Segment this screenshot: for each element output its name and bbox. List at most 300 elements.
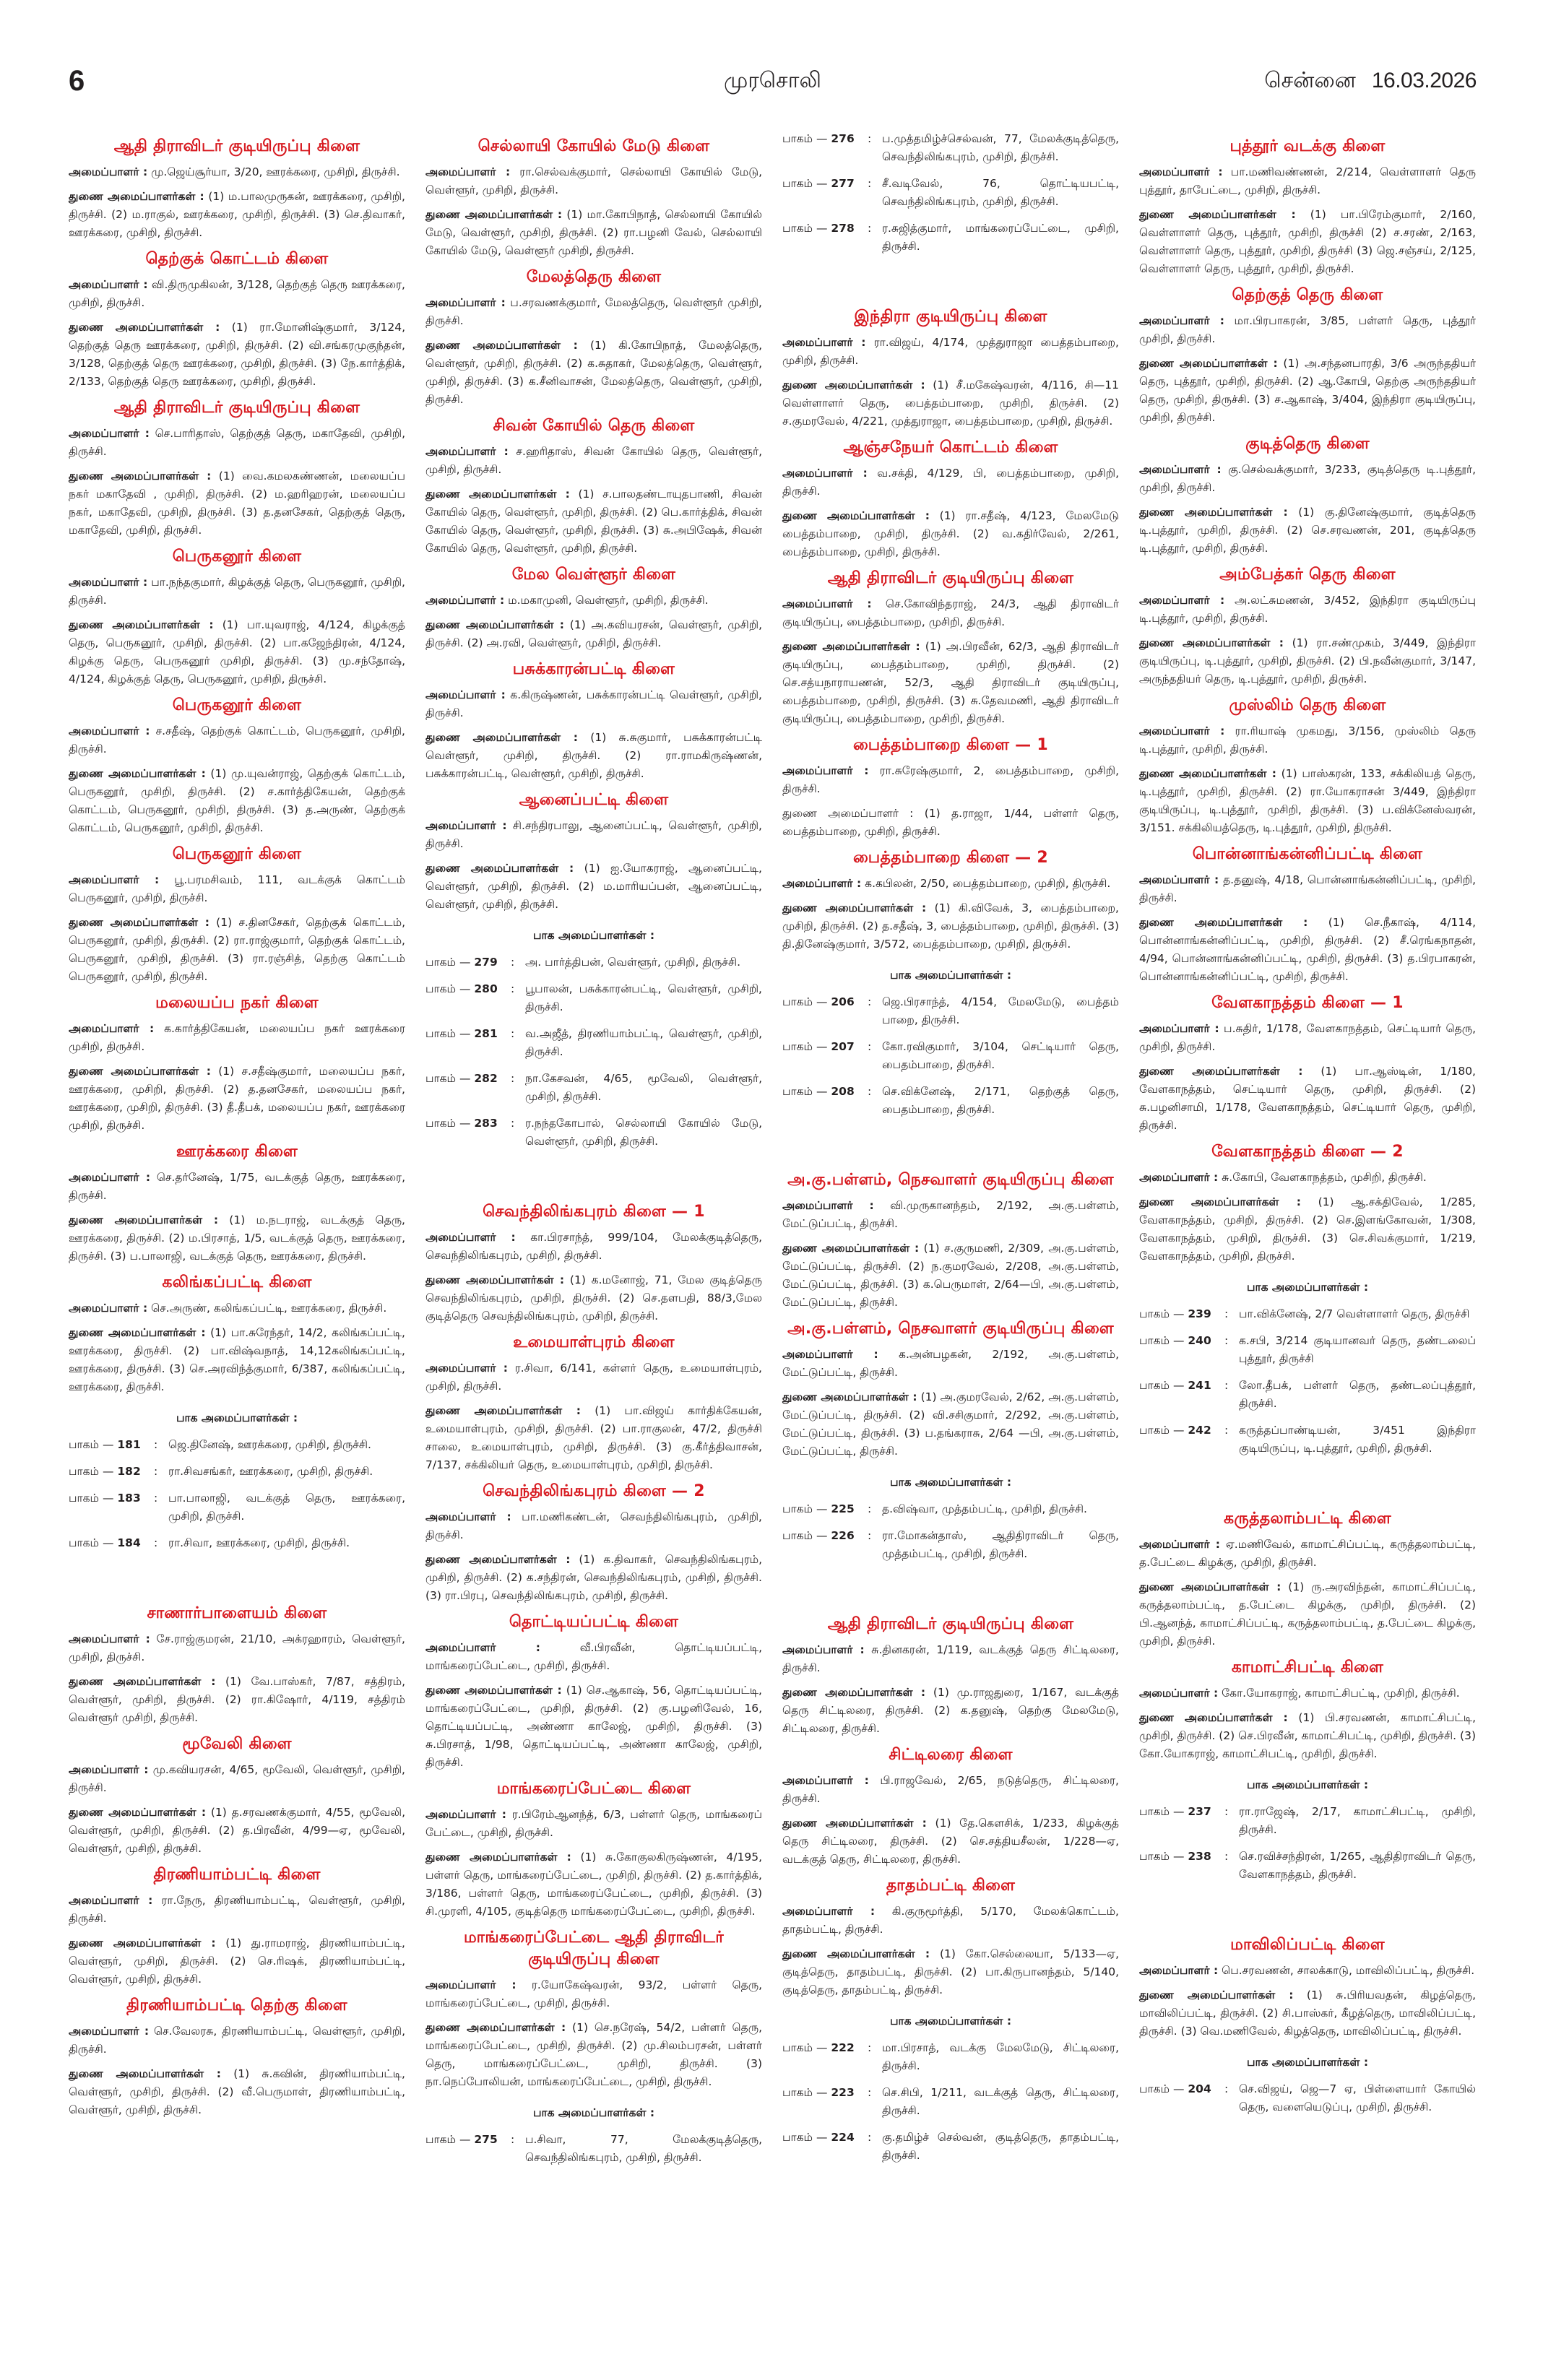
organizer-label: அமைப்பாளர் :	[782, 764, 869, 777]
branch-section	[782, 1744, 1119, 1869]
organizer-line	[782, 1903, 1119, 1939]
deputies-names: (1) ஆ.சக்திவேல், 1/285, வேளகாநத்தம், முசிறி, திருச்சி. (2) செ.இளங்கோவன், 1/308, வேளகாநத்தம், முசிறி, திருச்சி. (3) செ.சிவக்குமார், 1/219, வேளகாநத்தம், முசிறி, திருச்சி.	[1139, 1195, 1476, 1263]
deputies-line	[69, 1934, 405, 1989]
organizer-label: அமைப்பாளர் :	[1139, 1964, 1219, 1977]
deputies-label: துணை அமைப்பாளர்கள் :	[425, 1273, 565, 1286]
organizer-name: த.தனுஷ், 4/18, பொன்னாங்கன்னிப்பட்டி, முசிறி, திருச்சி.	[1139, 873, 1477, 904]
organizer-line	[1139, 1962, 1476, 1980]
organizer-name: ச.சதீஷ், தெற்குக் கொட்டம், பெருகனூர், முசிறி, திருச்சி.	[69, 724, 405, 756]
branch-title: ஆதி திராவிடர் குடியிருப்பு கிளை	[113, 137, 360, 155]
branch-title: முஸ்லிம் தெரு கிளை	[1229, 696, 1386, 714]
branch-section	[69, 1734, 405, 1858]
booth-organizers-heading: பாக அமைப்பாளர்கள் :	[176, 1411, 298, 1424]
deputies-names: (1) அ.பிரவீன், 62/3, ஆதி திராவிடர் குடியிருப்பு, பைத்தம்பாறை, முசிறி, திருச்சி. (2) செ.சத்யநாராயணன், 52/3, ஆதி திராவிடர் குடியிருப்பு, பைத்தம்பாறை, முசிறி, திருச்சி. (3) சு.தேவமணி, ஆதி திராவிடர் குடியிருப்பு, பைத்தம்பாறை, முசிறி, திருச்சி.	[782, 640, 1119, 725]
deputies-names: (1) வை.கமலகண்ணன், மலையப்ப நகர் மகாதேவி , முசிறி, திருச்சி. (2) ம.ஹரிஹரன், மலையப்ப நகர், மகாதேவி, முசிறி, திருச்சி. (3) த.தனசேகர், தெற்குத் தெரு, மகாதேவி, முசிறி, திருச்சி.	[69, 469, 405, 537]
booth-organizers	[1139, 1278, 1476, 1458]
booth-row	[782, 1083, 1119, 1119]
booth-number	[69, 1534, 154, 1552]
branch-section	[1139, 1657, 1476, 1763]
deputies-label: துணை அமைப்பாளர்கள் :	[69, 469, 212, 483]
branch-title: அ.கு.பள்ளம், நெசவாளர் குடியிருப்பு கிளை	[787, 1171, 1114, 1189]
organizer-name: வி.முருகானந்தம், 2/192, அ.கு.பள்ளம், மேட்டுப்பட்டி, திருச்சி.	[782, 1199, 1119, 1230]
booth-colon: :	[868, 1529, 872, 1542]
organizer-line	[425, 1229, 762, 1265]
branch-title: மாங்கரைப்பேட்டை கிளை	[496, 1780, 691, 1798]
organizer-label: அமைப்பாளர் :	[69, 576, 148, 589]
booth-number	[425, 2131, 511, 2167]
booth-no: 279	[474, 956, 498, 969]
booth-organizer: க.சபி, 3/214 குடியானவர் தெரு, தண்டலைப் புத்தூர், திருச்சி	[1239, 1334, 1476, 1365]
branch-title: மலையப்ப நகர் கிளை	[155, 994, 319, 1012]
organizer-name: ஏ.மணிவேல், காமாட்சிப்பட்டி, கருத்தலாம்பட்டி, த.பேட்டை கிழக்கு, முசிறி, திருச்சி.	[1139, 1538, 1476, 1569]
deputies-line	[782, 899, 1119, 953]
organizer-line	[69, 871, 405, 907]
booth-colon: :	[1224, 1850, 1229, 1863]
organizer-label: அமைப்பாளர் :	[69, 278, 148, 291]
booth-organizers-heading: பாக அமைப்பாளர்கள் :	[532, 929, 655, 942]
booth-row	[69, 1463, 405, 1481]
branch-section	[782, 437, 1119, 561]
city: சென்னை	[1264, 68, 1356, 93]
deputies-line	[69, 616, 405, 688]
deputies-line	[425, 1271, 762, 1325]
organizer-name: கி.குருமூர்த்தி, 5/170, மேலக்கொட்டம், தாதம்பட்டி, திருச்சி.	[782, 1905, 1119, 1936]
deputies-label: துணை அமைப்பாளர்கள் :	[1139, 1989, 1294, 2002]
deputies-label: துணை அமைப்பாளர்கள் :	[1139, 1580, 1281, 1593]
deputies-label: துணை அமைப்பாளர்கள் :	[69, 2067, 221, 2080]
booth-organizer: மா.பிரசாத், வடக்கு மேலமேடு, சிட்டிலரை, திருச்சி.	[882, 2041, 1119, 2072]
booth-prefix: பாகம் —	[782, 2041, 828, 2054]
deputies-line	[1139, 1063, 1476, 1135]
booth-organizers-heading: பாக அமைப்பாளர்கள் :	[1246, 2056, 1369, 2069]
branch-title: ஆதி திராவிடர் குடியிருப்பு கிளை	[827, 1615, 1074, 1633]
branch-section	[425, 415, 762, 558]
deputies-names: (1) கோ.செல்லையா, 5/133—ஏ, குடித்தெரு, தாதம்பட்டி, திருச்சி. (2) பா.கிருபானந்தம், 5/140, குடித்தெரு, தாதம்பட்டி, திருச்சி.	[782, 1947, 1120, 1996]
booth-colon: :	[511, 1072, 515, 1085]
booth-number	[782, 175, 868, 211]
branch-section	[425, 267, 762, 409]
booth-no: 275	[474, 2133, 498, 2146]
organizer-name: செ.தர்னேஷ், 1/75, வடக்குத் தெரு, ஊரக்கரை, திருச்சி.	[69, 1171, 405, 1202]
deputies-line	[69, 467, 405, 540]
booth-colon: :	[511, 1027, 515, 1040]
deputies-names: (1) த.ராஜா, 1/44, பள்ளர் தெரு, பைத்தம்பாறை, முசிறி, திருச்சி.	[782, 807, 1119, 838]
booth-colon: :	[1224, 1334, 1229, 1347]
booth-prefix: பாகம் —	[782, 222, 828, 235]
booth-organizer: ரா.சிவா, ஊரக்கரை, முசிறி, திருச்சி.	[168, 1536, 350, 1549]
organizer-line	[782, 1641, 1119, 1677]
branch-title: வேளகாநத்தம் கிளை — 2	[1211, 1143, 1404, 1161]
booth-prefix: பாகம் —	[782, 1085, 828, 1098]
booth-number	[425, 1025, 511, 1061]
deputies-line	[69, 765, 405, 837]
booth-prefix: பாகம் —	[782, 2086, 828, 2099]
deputies-line	[69, 1804, 405, 1858]
booth-colon: :	[1224, 2082, 1229, 2095]
booth-colon: :	[154, 1492, 158, 1505]
organizer-label: அமைப்பாளர் :	[1139, 724, 1225, 737]
deputies-line	[782, 376, 1119, 430]
organizer-name: பூ.பரமசிவம், 111, வடக்குக் கொட்டம் பெருகனூர், முசிறி, திருச்சி.	[69, 873, 406, 904]
branch-section	[69, 136, 405, 242]
booth-colon: :	[868, 1502, 872, 1515]
branch-section	[1139, 433, 1476, 558]
branch-section	[425, 1778, 762, 1921]
deputies-label: துணை அமைப்பாளர்கள் :	[69, 1065, 211, 1078]
booth-colon: :	[868, 1040, 872, 1053]
deputies-names: (1) கு.தினேஷ்குமார், குடித்தெரு டி.புத்தூர், முசிறி, திருச்சி. (2) செ.சரவணன், 201, குடித்தெரு டி.புத்தூர், முசிறி, திருச்சி.	[1139, 506, 1476, 555]
branch-section	[69, 844, 405, 986]
deputies-label: துணை அமைப்பாளர்கள் :	[425, 2021, 566, 2034]
organizer-line	[782, 762, 1119, 798]
booth-prefix: பாகம் —	[782, 1502, 828, 1515]
organizer-label: அமைப்பாளர் :	[782, 467, 868, 480]
deputies-line	[69, 1063, 405, 1135]
booth-row	[1139, 1305, 1476, 1323]
booth-prefix: பாகம் —	[425, 1072, 471, 1085]
booth-prefix: பாகம் —	[1139, 1424, 1185, 1437]
organizer-line	[1139, 461, 1476, 497]
booth-number	[69, 1489, 154, 1526]
organizer-label: அமைப்பாளர் :	[69, 724, 150, 737]
organizer-line	[69, 1892, 405, 1928]
organizer-label: அமைப்பாளர் :	[782, 1905, 876, 1918]
booth-row	[1139, 1803, 1476, 1839]
deputies-label: துணை அமைப்பாளர்கள் :	[1139, 1711, 1288, 1724]
organizer-line	[425, 1976, 762, 2012]
booth-organizer: கருத்தப்பாண்டியன், 3/451 இந்திரா குடியிருப்பு, டி.புத்தூர், முசிறி, திருச்சி.	[1239, 1424, 1476, 1455]
organizer-name: ர.சிவா, 6/141, கள்ளர் தெரு, உமையாள்புரம், முசிறி, திருச்சி.	[425, 1362, 762, 1393]
booth-prefix: பாகம் —	[425, 1117, 471, 1130]
booth-colon: :	[1224, 1805, 1229, 1818]
organizer-label: அமைப்பாளர் :	[425, 1978, 517, 1991]
column	[1139, 130, 1476, 2176]
organizer-line	[69, 722, 405, 758]
booth-colon: :	[154, 1465, 158, 1478]
branch-title: பொன்னாங்கன்னிப்பட்டி கிளை	[1192, 845, 1423, 863]
deputies-label: துணை அமைப்பாளர்கள் :	[69, 916, 209, 929]
organizer-line	[1139, 722, 1476, 758]
booth-colon: :	[1224, 1424, 1229, 1437]
deputies-line	[425, 1551, 762, 1605]
deputies-label: துணை அமைப்பாளர்கள் :	[425, 1851, 571, 1864]
deputies-line	[425, 860, 762, 914]
deputies-line	[1139, 1193, 1476, 1265]
organizer-label: அமைப்பாளர் :	[69, 1022, 155, 1035]
organizer-line	[425, 817, 762, 853]
organizer-label: அமைப்பாளர் :	[782, 1199, 874, 1212]
booth-prefix: பாகம் —	[1139, 1307, 1185, 1320]
branch-section	[782, 1875, 1119, 1999]
organizer-line	[69, 425, 405, 461]
organizer-label: அமைப்பாளர் :	[782, 1643, 865, 1656]
branch-title: சாணார்பாளையம் கிளை	[147, 1604, 327, 1622]
deputies-label: துணை அமைப்பாளர்கள் :	[782, 1390, 917, 1403]
issue-date: 16.03.2026	[1371, 69, 1477, 92]
organizer-name: பெ.சரவணன், சாலக்காடு, மாவிலிப்பட்டி, திருச்சி.	[1222, 1964, 1475, 1977]
branch-section	[69, 1603, 405, 1727]
deputies-names: (1) சு.கவின், திரணியாம்பட்டி, வெள்ளூர், முசிறி, திருச்சி. (2) வீ.பெருமாள், திரணியாம்பட்டி, வெள்ளூர், முசிறி, திருச்சி.	[69, 2067, 405, 2116]
deputies-line	[782, 805, 1119, 841]
booth-organizer: பா.விக்னேஷ், 2/7 வெள்ளாளர் தெரு, திருச்சி	[1239, 1307, 1470, 1320]
organizer-label: அமைப்பாளர் :	[1139, 873, 1219, 886]
organizer-label: அமைப்பாளர் :	[1139, 594, 1225, 607]
deputies-names: (1) க.மனோஜ், 71, மேல குடித்தெரு செவந்திலிங்கபுரம், முசிறி, திருச்சி. (2) செ.தளபதி, 88/3,மேல குடித்தெரு செவந்திலிங்கபுரம், முசிறி, திருச்சி.	[425, 1273, 762, 1323]
booth-row	[425, 1115, 762, 1151]
booth-row	[425, 953, 762, 972]
deputies-label: துணை அமைப்பாளர்கள் :	[1139, 208, 1296, 221]
branch-title: செவந்திலிங்கபுரம் கிளை — 1	[483, 1203, 705, 1221]
organizer-label: அமைப்பாளர் :	[782, 1774, 869, 1787]
booth-number	[782, 2129, 868, 2165]
branch-section	[1139, 136, 1476, 278]
organizer-name: ரா.செல்வக்குமார், செல்லாயி கோயில் மேடு, வெள்ளூர், முசிறி, திருச்சி.	[425, 165, 762, 196]
booth-no: 241	[1188, 1379, 1211, 1392]
branch-section	[425, 1201, 762, 1325]
booth-number	[1139, 1305, 1224, 1323]
deputies-label: துணை அமைப்பாளர்கள் :	[782, 640, 920, 653]
branch-title: ஊரக்கரை கிளை	[176, 1143, 298, 1161]
dateline	[1264, 65, 1477, 97]
booth-no: 223	[831, 2086, 855, 2099]
booth-row	[1139, 1421, 1476, 1458]
organizer-label: அமைப்பாளர் :	[69, 1302, 148, 1315]
booth-colon: :	[511, 2133, 515, 2146]
deputies-names: (1) பா.சுரேந்தர், 14/2, கலிங்கப்பட்டி, ஊரக்கரை, திருச்சி. (2) பா.விஷ்வநாத், 14,12கலிங்கப்பட்டி, ஊரக்கரை, திருச்சி. (3) செ.அரவிந்த்குமார், 6/387, கலிங்கப்பட்டி, ஊரக்கரை, திருச்சி.	[69, 1326, 405, 1393]
organizer-name: சி.சந்திரபாலு, ஆனைப்பட்டி, வெள்ளூர், முசிறி, திருச்சி.	[425, 819, 762, 850]
booth-organizers-heading: பாக அமைப்பாளர்கள் :	[889, 1476, 1012, 1489]
deputies-line	[69, 1324, 405, 1396]
organizer-line	[425, 1359, 762, 1395]
branch-title: குடித்தெரு கிளை	[1245, 435, 1370, 453]
branch-section	[1139, 564, 1476, 688]
booth-prefix: பாகம் —	[69, 1465, 114, 1478]
deputies-names: (1) பி.சரவணன், காமாட்சிபட்டி, முசிறி, திருச்சி. (2) செ.பிரவீன், காமாட்சிபட்டி, முசிறி, திருச்சி. (3) கோ.யோகராஜ், காமாட்சிபட்டி, முசிறி, திருச்சி.	[1139, 1711, 1476, 1760]
deputies-names: (1) ரா.சதீஷ், 4/123, மேலமேடு பைத்தம்பாறை, முசிறி, திருச்சி. (2) வ.கதிர்வேல், 2/261, பைத்தம்பாறை, முசிறி, திருச்சி.	[782, 509, 1119, 558]
branch-title: திரணியாம்பட்டி கிளை	[153, 1866, 321, 1884]
booth-no: 225	[831, 1502, 855, 1515]
booth-colon: :	[1224, 1307, 1229, 1320]
branch-section	[425, 1332, 762, 1474]
deputies-line	[425, 206, 762, 260]
branch-section	[1139, 1934, 1476, 2041]
organizer-label: அமைப்பாளர் :	[69, 1894, 153, 1907]
organizer-line	[1139, 592, 1476, 628]
branch-title: தெற்குத் தெரு கிளை	[1232, 286, 1383, 304]
branch-title: செவந்திலிங்கபுரம் கிளை — 2	[483, 1482, 705, 1500]
column	[69, 130, 405, 2176]
booth-no: 277	[831, 177, 855, 190]
organizer-name: செ.அருண், கலிங்கப்பட்டி, ஊரக்கரை, திருச்சி.	[151, 1302, 387, 1315]
organizer-label: அமைப்பாளர் :	[782, 877, 862, 890]
booth-organizers	[782, 2012, 1119, 2165]
deputies-names: (1) ஐ.யோகராஜ், ஆனைப்பட்டி, வெள்ளூர், முசிறி, திருச்சி. (2) ம.மாரியப்பன், ஆனைப்பட்டி, வெள்ளூர், முசிறி, திருச்சி.	[425, 862, 762, 911]
booth-prefix: பாகம் —	[782, 177, 828, 190]
branch-title: ஆதி திராவிடர் குடியிருப்பு கிளை	[827, 569, 1074, 587]
booth-prefix: பாகம் —	[782, 1529, 828, 1542]
organizer-label: அமைப்பாளர் :	[425, 1510, 511, 1523]
booth-row	[1139, 1332, 1476, 1368]
branch-section	[1139, 992, 1476, 1135]
branch-section	[69, 546, 405, 688]
deputies-line	[782, 507, 1119, 561]
organizer-name: ச.ஹரிதாஸ், சிவன் கோயில் தெரு, வெள்ளூர், முசிறி, திருச்சி.	[425, 445, 762, 476]
deputies-line	[1139, 1986, 1476, 2041]
booth-prefix: பாகம் —	[782, 995, 828, 1008]
deputies-names: (1) பா.ஆஸ்டின், 1/180, வேளகாநத்தம், செட்டியார் தெரு, முசிறி, திருச்சி. (2) சு.பழனிசாமி, 1/178, வேளகாநத்தம், செட்டியார் தெரு, முசிறி, திருச்சி.	[1139, 1065, 1476, 1132]
branch-section	[782, 735, 1119, 841]
organizer-name: க.கார்த்திகேயன், மலையப்ப நகர் ஊரக்கரை முசிறி, திருச்சி.	[69, 1022, 405, 1053]
deputies-names: (1) ம.பாலமுருகன், ஊரக்கரை, முசிறி, திருச்சி. (2) ம.ராகுல், ஊரக்கரை, முசிறி, திருச்சி. (3) செ.திவாகர், ஊரக்கரை, முசிறி, திருச்சி.	[69, 190, 405, 239]
booth-row	[782, 993, 1119, 1029]
organizer-name: சு.தினகரன், 1/119, வடக்குத் தெரு சிட்டிலரை, திருச்சி.	[782, 1643, 1119, 1674]
organizer-label: அமைப்பாளர் :	[69, 165, 148, 178]
deputies-names: (1) வே.பாஸ்கர், 7/87, சத்திரம், வெள்ளூர், முசிறி, திருச்சி. (2) ரா.கிஷோர், 4/119, சத்திரம் வெள்ளூர் முசிறி, திருச்சி.	[69, 1675, 405, 1724]
deputies-names: (1) அ.குமரவேல், 2/62, அ.கு.பள்ளம், மேட்டுப்பட்டி, திருச்சி. (2) வி.சசிகுமார், 2/292, அ.கு.பள்ளம், மேட்டுப்பட்டி, திருச்சி. (3) ப.தங்கராசு, 2/64 —பி, அ.கு.பள்ளம், மேட்டுப்பட்டி, திருச்சி.	[782, 1390, 1119, 1458]
booth-row	[425, 1025, 762, 1061]
branch-title: தெற்குக் கொட்டம் கிளை	[145, 250, 329, 268]
deputies-label: துணை அமைப்பாளர்கள் :	[782, 378, 925, 391]
booth-number	[782, 993, 868, 1029]
deputies-label: துணை அமைப்பாளர்கள் :	[782, 901, 927, 914]
booth-prefix: பாகம் —	[69, 1492, 114, 1505]
booth-number	[425, 1115, 511, 1151]
booth-row	[782, 1500, 1119, 1518]
organizer-line	[425, 1806, 762, 1842]
booth-number	[425, 980, 511, 1016]
organizer-label: அமைப்பாளர் :	[782, 1348, 878, 1361]
booth-number	[1139, 2080, 1224, 2116]
organizer-label: அமைப்பாளர் :	[782, 597, 872, 610]
branch-title: மேல வெள்ளூர் கிளை	[511, 566, 676, 584]
organizer-label: அமைப்பாளர் :	[425, 1362, 508, 1375]
booth-no: 184	[117, 1536, 141, 1549]
deputies-label: துணை அமைப்பாளர்கள் :	[425, 618, 565, 631]
deputies-label: துணை அமைப்பாளர்கள் :	[69, 321, 220, 334]
branch-title: கருத்தலாம்பட்டி கிளை	[1224, 1510, 1391, 1528]
organizer-line	[782, 464, 1119, 501]
organizer-name: ரா.சுரேஷ்குமார், 2, பைத்தம்பாறை, முசிறி, திருச்சி.	[782, 764, 1120, 795]
booth-organizers	[69, 1409, 405, 1552]
booth-number	[782, 2039, 868, 2075]
booth-number	[1139, 1332, 1224, 1368]
booth-colon: :	[511, 982, 515, 995]
booth-row	[782, 1038, 1119, 1074]
organizer-label: அமைப்பாளர் :	[1139, 463, 1222, 476]
branch-section	[1139, 1141, 1476, 1265]
deputies-line	[69, 914, 405, 986]
deputies-names: (1) சு.சுகுமார், பசுக்காரன்பட்டி வெள்ளூர், முசிறி, திருச்சி. (2) ரா.ராமகிருஷ்ணன், பசுக்காரன்பட்டி, வெள்ளூர், முசிறி, திருச்சி.	[425, 731, 763, 780]
organizer-line	[425, 592, 762, 610]
booth-no: 280	[474, 982, 498, 995]
organizer-line	[69, 1299, 405, 1317]
deputies-label: துணை அமைப்பாளர்கள் :	[1139, 636, 1284, 649]
booth-organizers-heading: பாக அமைப்பாளர்கள் :	[532, 2106, 655, 2119]
branch-title: உமையாள்புரம் கிளை	[513, 1333, 675, 1351]
booth-organizers-heading: பாக அமைப்பாளர்கள் :	[1246, 1778, 1369, 1791]
booth-organizer: ர.சுஜித்குமார், மாங்கரைப்பேட்டை, முசிறி, திருச்சி.	[882, 222, 1119, 253]
booth-row	[782, 130, 1119, 166]
organizer-name: வ.சக்தி, 4/129, பி, பைத்தம்பாறை, முசிறி, திருச்சி.	[782, 467, 1119, 498]
branch-title: பெருகனூர் கிளை	[172, 845, 302, 863]
booth-organizer: த.விஷ்வா, முத்தம்பட்டி, முசிறி, திருச்சி.	[882, 1502, 1087, 1515]
deputies-label: துணை அமைப்பாளர்கள் :	[69, 618, 214, 631]
booth-no: 240	[1188, 1334, 1211, 1347]
booth-prefix: பாகம் —	[1139, 1850, 1185, 1863]
organizer-line	[425, 294, 762, 330]
deputies-label: துணை அமைப்பாளர்கள் :	[1139, 1195, 1301, 1208]
deputies-names: (1) த.சரவணக்குமார், 4/55, மூவேலி, வெள்ளூர், முசிறி, திருச்சி. (2) த.பிரவீன், 4/99—ஏ, மூவேலி, வெள்ளூர், முசிறி, திருச்சி.	[69, 1806, 405, 1855]
organizer-label: அமைப்பாளர் :	[69, 873, 160, 886]
booth-colon: :	[868, 2086, 872, 2099]
deputies-line	[69, 1673, 405, 1727]
booth-row	[1139, 2080, 1476, 2116]
deputies-line	[425, 2019, 762, 2091]
branch-title: மாவிலிப்பட்டி கிளை	[1230, 1936, 1385, 1954]
organizer-name: செ.வேலரசு, திரணியாம்பட்டி, வெள்ளூர், முசிறி, திருச்சி.	[69, 2025, 405, 2056]
deputies-label: துணை அமைப்பாளர்கள் :	[1139, 357, 1278, 370]
organizer-name: ரா.ரியாஷ் முகமது, 3/156, முஸ்லிம் தெரு டி.புத்தூர், முசிறி, திருச்சி.	[1139, 724, 1476, 756]
organizer-line	[1139, 871, 1476, 907]
organizer-line	[782, 1772, 1119, 1808]
booth-organizer: சீ.வடிவேல், 76, தொட்டியபட்டி, செவந்திலிங்கபுரம், முசிறி, திருச்சி.	[882, 177, 1119, 208]
booth-organizers	[782, 130, 1119, 256]
organizer-name: சே.ராஜ்குமரன், 21/10, அக்ரஹாரம், வெள்ளூர், முசிறி, திருச்சி.	[69, 1632, 405, 1663]
booth-prefix: பாகம் —	[425, 982, 471, 995]
booth-no: 281	[474, 1027, 498, 1040]
booth-number	[1139, 1377, 1224, 1413]
organizer-line	[1139, 312, 1476, 348]
deputies-label: துணை அமைப்பாளர்கள் :	[1139, 767, 1276, 780]
booth-organizer: வ.அஜீத், திரணியாம்பட்டி, வெள்ளூர், முசிறி, திருச்சி.	[525, 1027, 762, 1058]
branch-title: சிட்டிலரை கிளை	[889, 1746, 1013, 1764]
booth-colon: :	[868, 132, 872, 145]
organizer-line	[425, 443, 762, 479]
organizer-label: அமைப்பாளர் :	[425, 445, 509, 458]
organizer-name: கோ.யோகராஜ், காமாட்சிபட்டி, முசிறி, திருச்சி.	[1222, 1687, 1460, 1700]
deputies-names: (1) அ.கவியரசன், வெள்ளூர், முசிறி, திருச்சி. (2) அ.ரவி, வெள்ளூர், முசிறி, திருச்சி.	[425, 618, 763, 649]
branch-title: பைத்தம்பாறை கிளை — 1	[852, 736, 1049, 754]
branch-section	[1139, 1508, 1476, 1650]
deputies-names: (1) செ.ஆகாஷ், 56, தொட்டியப்பட்டி, மாங்கரைப்பேட்டை, முசிறி, திருச்சி. (2) கு.பழனிவேல், 16, தொட்டியப்பட்டி, அண்ணா காலேஜ், முசிறி, திருச்சி. (3) சு.பிரசாத், 1/98, தொட்டியப்பட்டி, அண்ணா காலேஜ், முசிறி, திருச்சி.	[425, 1684, 762, 1769]
booth-prefix: பாகம் —	[1139, 2082, 1185, 2095]
booth-colon: :	[511, 956, 515, 969]
branch-section	[425, 1927, 762, 2091]
organizer-label: அமைப்பாளர் :	[425, 688, 506, 701]
branch-title: தாதம்பட்டி கிளை	[886, 1877, 1016, 1895]
booth-no: 276	[831, 132, 855, 145]
booth-no: 207	[831, 1040, 855, 1053]
booth-organizer: ஜெ.பிரசாந்த், 4/154, மேலமேடு, பைத்தம் பாறை, திருச்சி.	[882, 995, 1119, 1026]
organizer-name: மா.பிரபாகரன், 3/85, பள்ளர் தெரு, புத்தூர் முசிறி, திருச்சி.	[1139, 314, 1476, 345]
booth-prefix: பாகம் —	[1139, 1379, 1185, 1392]
deputies-line	[782, 1945, 1119, 1999]
booth-row	[782, 2084, 1119, 2120]
deputies-line	[425, 1682, 762, 1772]
organizer-line	[69, 1169, 405, 1205]
organizer-name: ரா.நேரு, திரணியாம்பட்டி, வெள்ளூர், முசிறி, திருச்சி.	[69, 1894, 405, 1925]
branch-section	[425, 789, 762, 914]
organizer-name: க.அன்பழகன், 2/192, அ.கு.பள்ளம், மேட்டுப்பட்டி, திருச்சி.	[782, 1348, 1119, 1379]
deputies-names: (1) து.ராமராஜ், திரணியாம்பட்டி, வெள்ளூர், முசிறி, திருச்சி. (2) செ.ரிஷக், திரணியாம்பட்டி, வெள்ளூர், முசிறி, திருச்சி.	[69, 1937, 405, 1986]
masthead	[69, 64, 1477, 100]
organizer-line	[69, 574, 405, 610]
booth-no: 206	[831, 995, 855, 1008]
branch-title: அம்பேத்கர் தெரு கிளை	[1219, 566, 1396, 584]
organizer-line	[1139, 1684, 1476, 1702]
booth-no: 181	[117, 1438, 141, 1451]
organizer-label: அமைப்பாளர் :	[425, 1641, 540, 1654]
